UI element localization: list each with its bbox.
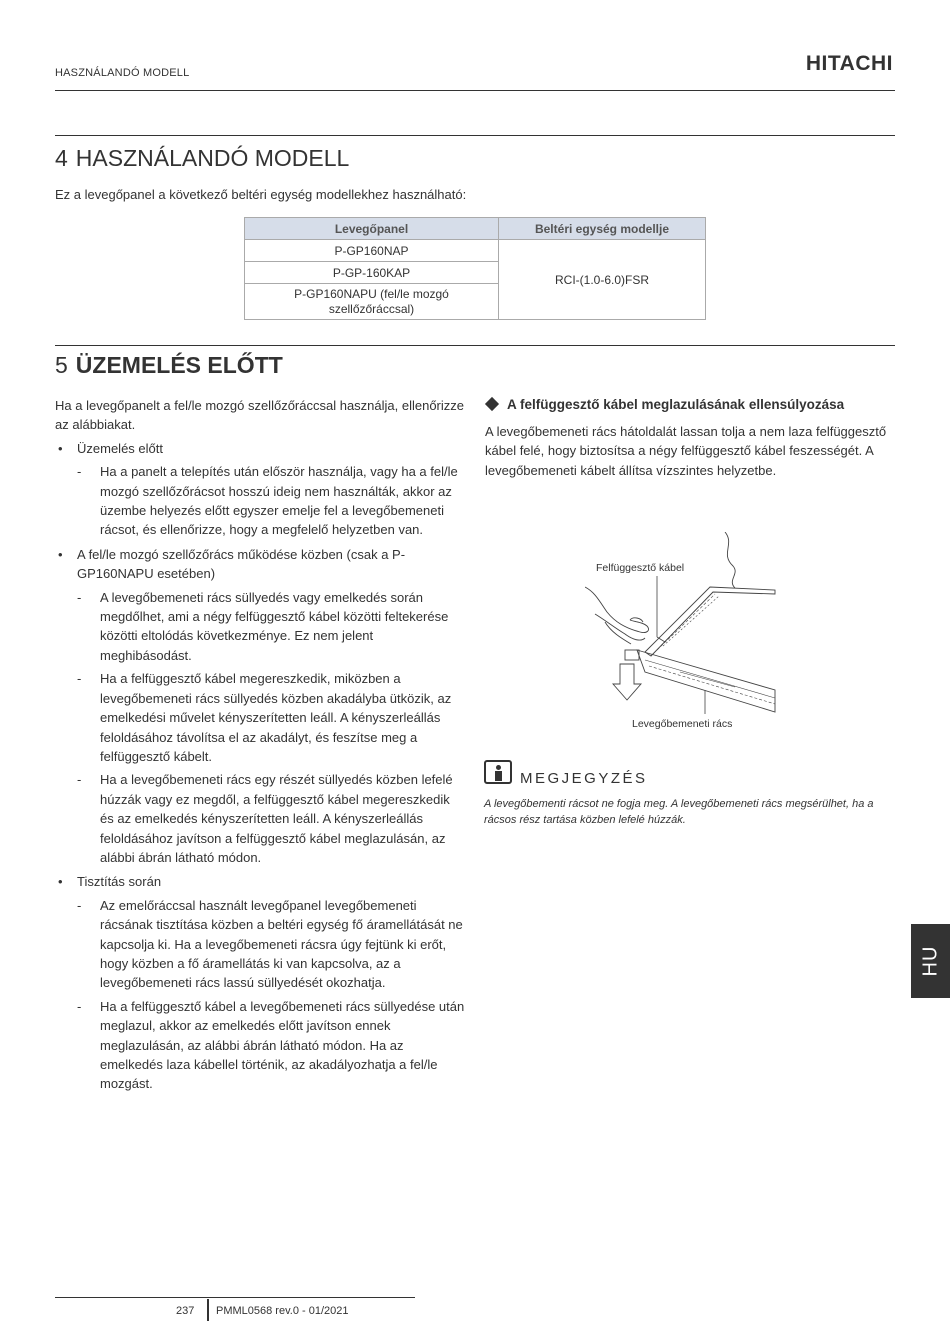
- running-header: HASZNÁLANDÓ MODELL: [55, 67, 190, 79]
- left-column: [55, 396, 465, 1094]
- table-cell-panel-line-1: P-GP160NAPU (fel/le mozgó: [294, 287, 449, 301]
- section-5-heading: [55, 352, 283, 379]
- list-item: [55, 439, 465, 458]
- section-5-rule: [55, 345, 895, 346]
- info-icon-bar: [495, 771, 502, 781]
- footer-separator: [207, 1299, 209, 1321]
- section-4-intro: Ez a levegőpanel a következő beltéri egység modellekhez használható:: [55, 187, 467, 202]
- list-item: [55, 872, 465, 891]
- table-header-row: [245, 218, 706, 240]
- dash-mark: -: [77, 464, 82, 480]
- section-5-title: ÜZEMELÉS ELŐTT: [75, 352, 283, 378]
- bullet-text: Üzemelés előtt: [77, 440, 163, 456]
- table-cell-panel: [245, 284, 499, 320]
- sub-list-item: [55, 669, 465, 766]
- dash-mark: -: [77, 589, 82, 605]
- table-cell-unit: RCI-(1.0-6.0)FSR: [499, 240, 706, 320]
- dash-text: A levegőbemeneti rács süllyedés vagy emelkedés során megdőlhet, ami a négy felfüggesztő kábel közötti feltekerése közötti eltolódás következménye. Ez nem jelent meghibásodást.: [100, 589, 449, 663]
- language-tab: [911, 924, 950, 998]
- info-icon-dot: [496, 765, 501, 770]
- right-paragraph: A levegőbemeneti rács hátoldalát lassan tolja a nem laza felfüggesztő kábel felé, hogy biztosítsa a négy felfüggesztő kábel feszességét. A levegőbemeneti kábelt állítsa vízszintes helyzetbe.: [485, 424, 887, 478]
- dash-mark: -: [77, 897, 82, 913]
- bullet-text: A fel/le mozgó szellőzőrács működése közben (csak a P-GP160NAPU esetében): [77, 546, 406, 582]
- dash-mark: -: [77, 772, 82, 788]
- dash-text: Ha a felfüggesztő kábel megereszkedik, miközben a levegőbemeneti rács süllyedés közben akadályba ütközik, az emelkedési művelet kényszerítetten leáll. A kényszerleállás feloldásához távolítsa el az akadályt, és feszítse meg a felfüggesztő kábelt.: [100, 671, 452, 764]
- figure-label-cable: Felfüggesztő kábel: [596, 562, 685, 574]
- dash-mark: -: [77, 671, 82, 687]
- subheading-text: A felfüggesztő kábel meglazulásának ellensúlyozása: [507, 397, 845, 412]
- section-5-number: 5: [55, 352, 68, 378]
- section-4-title: HASZNÁLANDÓ MODELL: [75, 145, 350, 171]
- table-header-unit: Beltéri egység modellje: [499, 218, 706, 240]
- document-code: PMML0568 rev.0 - 01/2021: [216, 1305, 349, 1317]
- language-tab-label: HU: [919, 945, 941, 977]
- bullet-mark: •: [58, 874, 63, 890]
- hitachi-logo: HITACHI: [805, 52, 893, 75]
- table-cell-panel: P-GP-160KAP: [245, 262, 499, 284]
- bullet-text: Tisztítás során: [77, 874, 162, 890]
- dash-text: Ha a panelt a telepítés után először használja, vagy ha a fel/le mozgó szellőzőrácsot hosszú ideig nem használták, akkor az üzembe helyezés előtt egyszer emelje fel a levegőbemeneti rácsot, és ellenőrizze, hogy a megfelelő helyzetben van.: [100, 464, 458, 538]
- bullet-mark: •: [58, 546, 63, 562]
- header-rule: [55, 90, 895, 91]
- info-icon: [484, 760, 512, 784]
- figure-label-grille: Levegőbemeneti rács: [632, 718, 733, 730]
- sub-list-item: [55, 896, 465, 993]
- right-column: [485, 396, 897, 480]
- section-4-heading: [55, 145, 349, 172]
- diamond-icon: [485, 397, 499, 411]
- dash-text: Ha a felfüggesztő kábel a levegőbemeneti rács süllyedése után meglazul, akkor az emelkedés előtt javítson ennek meglazulásán, az alábbi ábrán látható módon. Ha az emelkedés laza kábellel történik, az akadályozhatja a fel/le mozgást.: [100, 998, 465, 1092]
- sub-list-item: [55, 462, 465, 540]
- dash-text: Az emelőráccsal használt levegőpanel levegőbemeneti rácsának tisztítása közben a beltéri egység fő áramellátását ne kapcsolja ki. Ha a levegőbemeneti rácsra úgy fejtünk ki erőt, hogy közben a fő áramellátás ki van kapcsolva, az a levegőbemeneti rács lassú süllyedését okozhatja.: [100, 897, 463, 991]
- table-cell-panel: P-GP160NAP: [245, 240, 499, 262]
- table-row: [245, 240, 706, 262]
- sub-list-item: [55, 770, 465, 867]
- sub-list-item: [55, 997, 465, 1094]
- sub-list-item: [55, 588, 465, 666]
- table-cell-panel-line-2: szellőzőráccsal): [328, 302, 415, 316]
- section-5-lead: Ha a levegőpanelt a fel/le mozgó szellőzőráccsal használja, ellenőrizze az alábbiakat.: [55, 398, 465, 433]
- page-number: 237: [176, 1305, 195, 1317]
- footer-rule: [55, 1297, 415, 1298]
- table-header-panel: Levegőpanel: [245, 218, 499, 240]
- section-4-number: 4: [55, 145, 68, 171]
- note-text: A levegőbementi rácsot ne fogja meg. A levegőbemeneti rács megsérülhet, ha a rácsos rész tartása közben lefelé húzzák.: [484, 798, 874, 826]
- model-table: [244, 217, 706, 320]
- subheading: [485, 396, 897, 413]
- section-4-rule: [55, 135, 895, 136]
- dash-mark: -: [77, 998, 82, 1014]
- note-title: MEGJEGYZÉS: [520, 770, 648, 787]
- dash-text: Ha a levegőbemeneti rács egy részét süllyedés közben lefelé húzzák vagy ez megdől, a felfüggesztő kábel megereszkedik és az emelkedés kényszerítetten leáll. A kényszerleállás feloldásához javítson a felfüggesztő kábel meglazulásán, az alábbi ábrán látható módon.: [100, 772, 453, 865]
- list-item: [55, 545, 465, 584]
- bullet-mark: •: [58, 440, 63, 456]
